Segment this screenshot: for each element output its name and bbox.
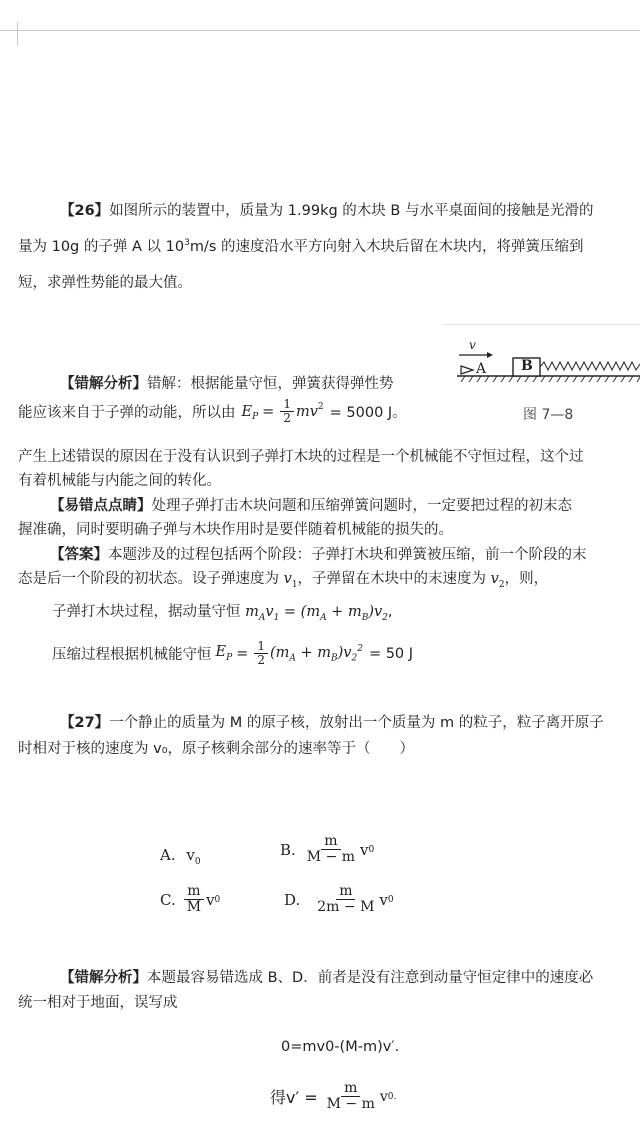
answer-eq2-result: = 50 J xyxy=(368,645,414,662)
q27-label: 【27】 xyxy=(60,715,110,731)
analysis1-ep-sub: P xyxy=(252,411,259,422)
analysis1-result: = 5000 J。 xyxy=(329,405,407,422)
analysis2-eq: 0=mv0-(M-m)v′. xyxy=(281,1039,400,1055)
analysis1-line2 xyxy=(18,398,407,425)
answer-eq2-text: 压缩过程根据机械能守恒 xyxy=(52,647,212,664)
option-c-label: C. xyxy=(160,890,176,909)
q27-line1-text: 一个静止的质量为 M 的原子核，放射出一个质量为 m 的粒子，粒子离开原子 xyxy=(109,715,604,731)
answer-line1 xyxy=(50,543,587,564)
answer-eq1-text: 子弹打木块过程，据动量守恒 xyxy=(52,604,241,620)
option-b-num: m xyxy=(321,834,340,850)
analysis2-label: 【错解分析】 xyxy=(60,970,147,986)
answer-v2: v xyxy=(490,571,499,587)
figure-caption: 图 7—8 xyxy=(523,407,574,423)
analysis1-eq: = xyxy=(262,403,275,420)
analysis1-line4: 有着机械能与内能之间的转化。 xyxy=(18,473,221,489)
page-corner-mark xyxy=(17,22,18,46)
figure-7-8 xyxy=(443,324,640,430)
analysis1-ep: E xyxy=(241,403,253,420)
figure-b-label: B xyxy=(521,358,533,374)
option-d-sub: 0 xyxy=(387,894,394,905)
analysis1-line1 xyxy=(60,372,394,393)
eq2-half: $\frac{1}{2}$ xyxy=(254,640,268,667)
analysis2-result xyxy=(270,1081,396,1113)
analysis2-num: m xyxy=(341,1081,360,1097)
answer-v2-sub: 2 xyxy=(498,579,505,590)
option-c-v: v xyxy=(206,890,215,909)
tips-line2: 握准确，同时要明确子弹与木块作用时是要伴随着机械能的损失的。 xyxy=(18,522,453,538)
q27-line2: 时相对于核的速度为 v₀，原子核剩余部分的速率等于（ ） xyxy=(18,741,415,757)
option-d-num: m xyxy=(336,884,355,900)
option-a-label: A. xyxy=(160,846,176,864)
answer-text: 本题涉及的过程包括两个阶段：子弹打木块和弹簧被压缩，前一个阶段的末 xyxy=(108,547,587,563)
q26-line2-b: m/s 的速度沿水平方向射入木块后留在木块内，将弹簧压缩到 xyxy=(189,239,584,255)
answer-line2-b: ，子弹留在木块中的末速度为 xyxy=(297,571,487,587)
answer-eq2: 压缩过程根据机械能守恒 $E_P$ = $\frac{1}{2}$ $(m_A + m_B)v_2^2$ = 50 J xyxy=(52,639,414,668)
analysis2-den: M − m xyxy=(326,1096,375,1113)
q26-line1-text: 如图所示的装置中，质量为 1.99kg 的木块 B 与水平桌面间的接触是光滑的 xyxy=(109,203,594,219)
option-a xyxy=(160,846,201,867)
tips-label: 【易错点点睛】 xyxy=(50,498,152,514)
q26-line1 xyxy=(60,199,593,220)
option-c-sub: 0 xyxy=(214,894,221,905)
option-d-v: v xyxy=(379,890,388,909)
option-b-den: M − m xyxy=(306,849,356,866)
answer-v1: v xyxy=(283,571,292,587)
analysis1-half xyxy=(280,398,294,425)
figure-v-label: v xyxy=(469,338,476,352)
half-num: 1 xyxy=(280,398,294,412)
tips-line1 xyxy=(50,494,572,515)
option-b-label: B. xyxy=(280,840,296,859)
analysis2-result-prefix: 得v′ = xyxy=(270,1088,318,1108)
eq1-expression: $m_Av_1 = (m_A + m_B)v_2$ xyxy=(245,604,388,623)
answer-line2-c: ，则， xyxy=(504,571,549,587)
analysis1-mv: mv xyxy=(295,403,318,420)
half-den: 2 xyxy=(283,411,291,426)
analysis2-line2: 统一相对于地面，误写成 xyxy=(18,995,178,1011)
q26-label: 【26】 xyxy=(60,203,110,219)
option-d-den: 2m − M xyxy=(317,899,375,916)
option-c-num: m xyxy=(184,884,203,900)
option-d xyxy=(284,884,394,916)
analysis2-text: 本题最容易错选成 B、D．前者是没有注意到动量守恒定律中的速度必 xyxy=(147,970,594,986)
analysis2-v: v xyxy=(379,1088,388,1105)
option-b-sub: 0 xyxy=(368,844,375,855)
option-c-frac xyxy=(184,884,204,916)
analysis2-sub: 0. xyxy=(387,1091,397,1102)
option-a-v: v xyxy=(186,846,195,864)
tips-text: 处理子弹打击木块问题和压缩弹簧问题时，一定要把过程的初末态 xyxy=(151,498,572,514)
option-b-frac xyxy=(304,834,358,866)
option-d-frac xyxy=(314,884,377,916)
analysis2-frac xyxy=(324,1081,378,1113)
analysis1-line3: 产生上述错误的原因在于没有认识到子弹打木块的过程是一个机械能不守恒过程，这个过 xyxy=(18,449,584,465)
figure-a-label: A xyxy=(476,361,487,377)
q26-line2 xyxy=(18,235,583,256)
answer-eq1 xyxy=(52,600,393,623)
option-a-sub: 0 xyxy=(194,857,201,867)
option-c xyxy=(160,884,220,916)
q26-line2-a: 量为 10g 的子弹 A 以 10 xyxy=(18,239,185,255)
answer-line2 xyxy=(18,567,548,590)
q26-line3: 短，求弹性势能的最大值。 xyxy=(18,275,192,291)
answer-v1-sub: 1 xyxy=(291,579,298,590)
analysis1-text-b: 能应该来自于子弹的动能，所以由 xyxy=(18,405,236,422)
q26-line2-sup: 3 xyxy=(184,238,190,249)
option-b xyxy=(280,834,374,866)
analysis1-label: 【错解分析】 xyxy=(60,376,147,392)
analysis1-text-a: 错解：根据能量守恒，弹簧获得弹性势 xyxy=(147,376,394,392)
page-top-border xyxy=(0,30,640,31)
q27-line1 xyxy=(60,711,604,732)
option-d-label: D. xyxy=(284,890,301,909)
option-b-v: v xyxy=(360,840,369,859)
answer-label: 【答案】 xyxy=(50,547,108,563)
analysis2-line1 xyxy=(60,966,593,987)
answer-line2-a: 态是后一个阶段的初状态。设子弹速度为 xyxy=(18,571,279,587)
option-c-den: M xyxy=(186,899,202,916)
analysis1-mv-sup: 2 xyxy=(317,401,324,412)
eq1-rest: , xyxy=(387,604,393,620)
